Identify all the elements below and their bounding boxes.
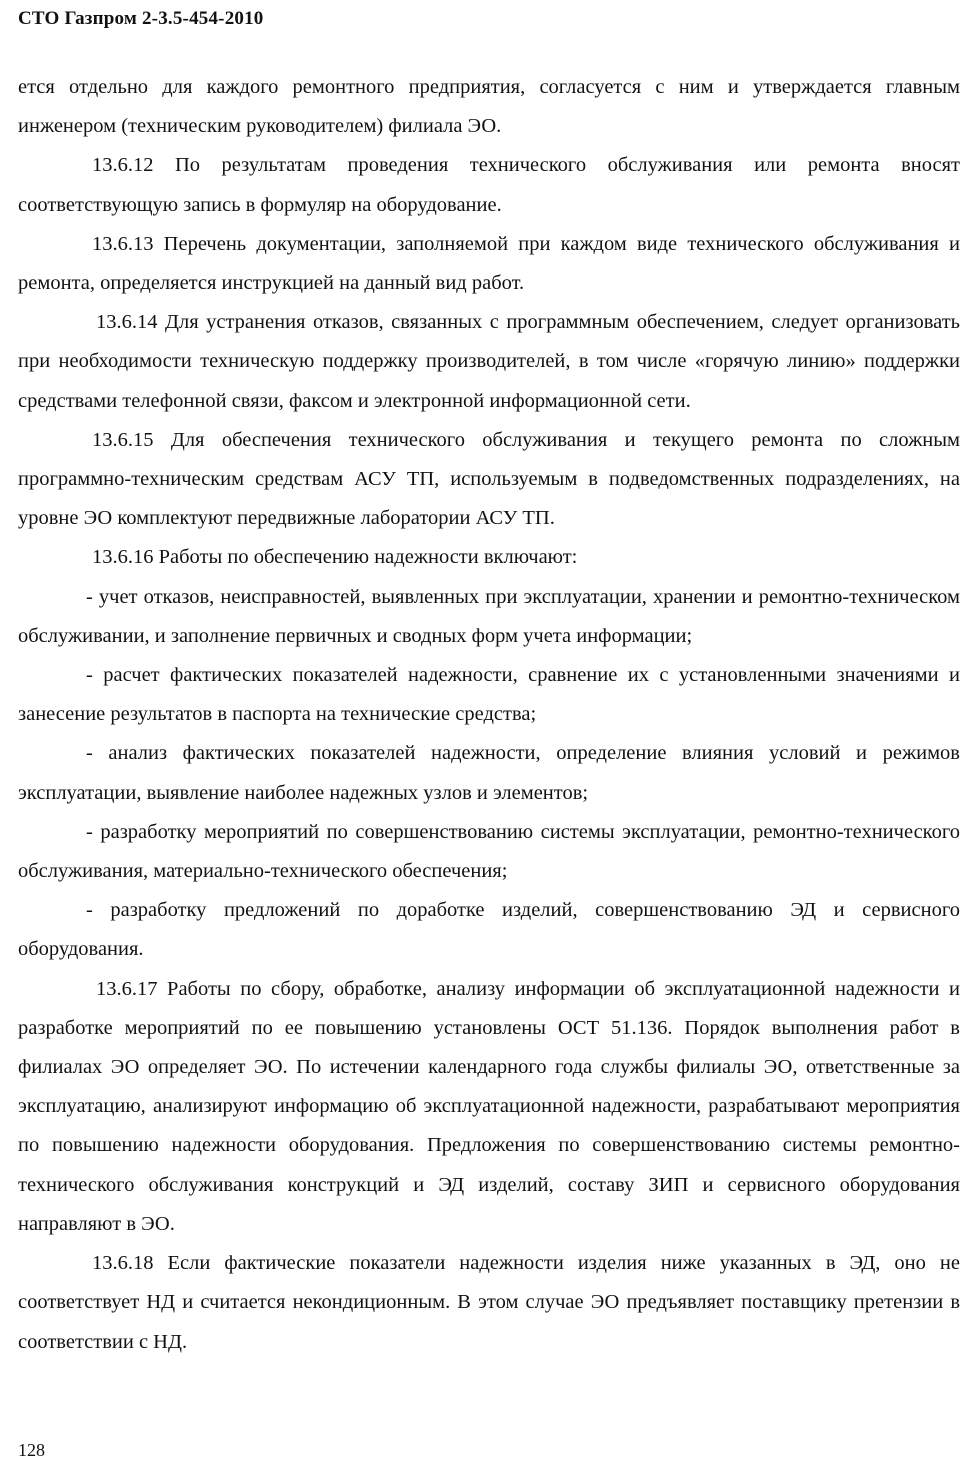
- paragraph-13-6-12: 13.6.12 По результатам проведения технического обслуживания или ремонта вносят соответствующую запись в формуляр на оборудование.: [18, 154, 960, 216]
- page-number: 128: [18, 1440, 45, 1460]
- list-item: - расчет фактических показателей надежности, сравнение их с установленными значениями и занесение результатов в паспорта на технические средства;: [18, 664, 960, 726]
- list-item: - учет отказов, неисправностей, выявленных при эксплуатации, хранении и ремонтно-техническом обслуживании, и заполнение первичных и сводных форм учета информации;: [18, 585, 960, 647]
- paragraph-13-6-18: 13.6.18 Если фактические показатели надежности изделия ниже указанных в ЭД, оно не соответствует НД и считается некондиционным. В этом случае ЭО предъявляет поставщику претензии в соответствии с НД.: [18, 1252, 960, 1353]
- paragraph-13-6-14: 13.6.14 Для устранения отказов, связанных с программным обеспечением, следует организовать при необходимости техническую поддержку производителей, в том числе «горячую линию» поддержки средствами телефонной связи, факсом и электронной информационной сети.: [18, 311, 960, 412]
- list-item: - разработку предложений по доработке изделий, совершенствованию ЭД и сервисного оборудования.: [18, 899, 960, 961]
- list-item: - разработку мероприятий по совершенствованию системы эксплуатации, ремонтно-технического обслуживания, материально-технического обеспечения;: [18, 820, 960, 883]
- document-body: [18, 68, 960, 1362]
- paragraph-13-6-15: 13.6.15 Для обеспечения технического обслуживания и текущего ремонта по сложным программно-техническим средствам АСУ ТП, используемым в подведомственных подразделениях, на уровне ЭО комплектуют передвижные лаборатории АСУ ТП.: [18, 428, 960, 530]
- paragraph-continuation: ется отдельно для каждого ремонтного предприятия, согласуется с ним и утверждается главным инженером (техническим руководителем) филиала ЭО.: [18, 76, 960, 138]
- list-item: - анализ фактических показателей надежности, определение влияния условий и режимов эксплуатации, выявление наиболее надежных узлов и элементов;: [18, 742, 960, 804]
- document-header: СТО Газпром 2-3.5-454-2010: [18, 8, 264, 29]
- paragraph-13-6-13: 13.6.13 Перечень документации, заполняемой при каждом виде технического обслуживания и ремонта, определяется инструкцией на данный вид работ.: [18, 232, 960, 295]
- paragraph-13-6-17: 13.6.17 Работы по сбору, обработке, анализу информации об эксплуатационной надежности и разработке мероприятий по ее повышению установлены ОСТ 51.136. Порядок выполнения работ в филиалах ЭО определяет ЭО. По истечении календарного года службы филиалы ЭО, ответственные за эксплуатацию, анализируют информацию об эксплуатационной надежности, разрабатывают мероприятия по повышению надежности оборудования. Предложения по совершенствованию системы ремонтно-технического обслуживания конструкций и ЭД изделий, составу ЗИП и сервисного оборудования направляют в ЭО.: [18, 977, 960, 1235]
- paragraph-13-6-16: 13.6.16 Работы по обеспечению надежности включают:: [92, 546, 578, 569]
